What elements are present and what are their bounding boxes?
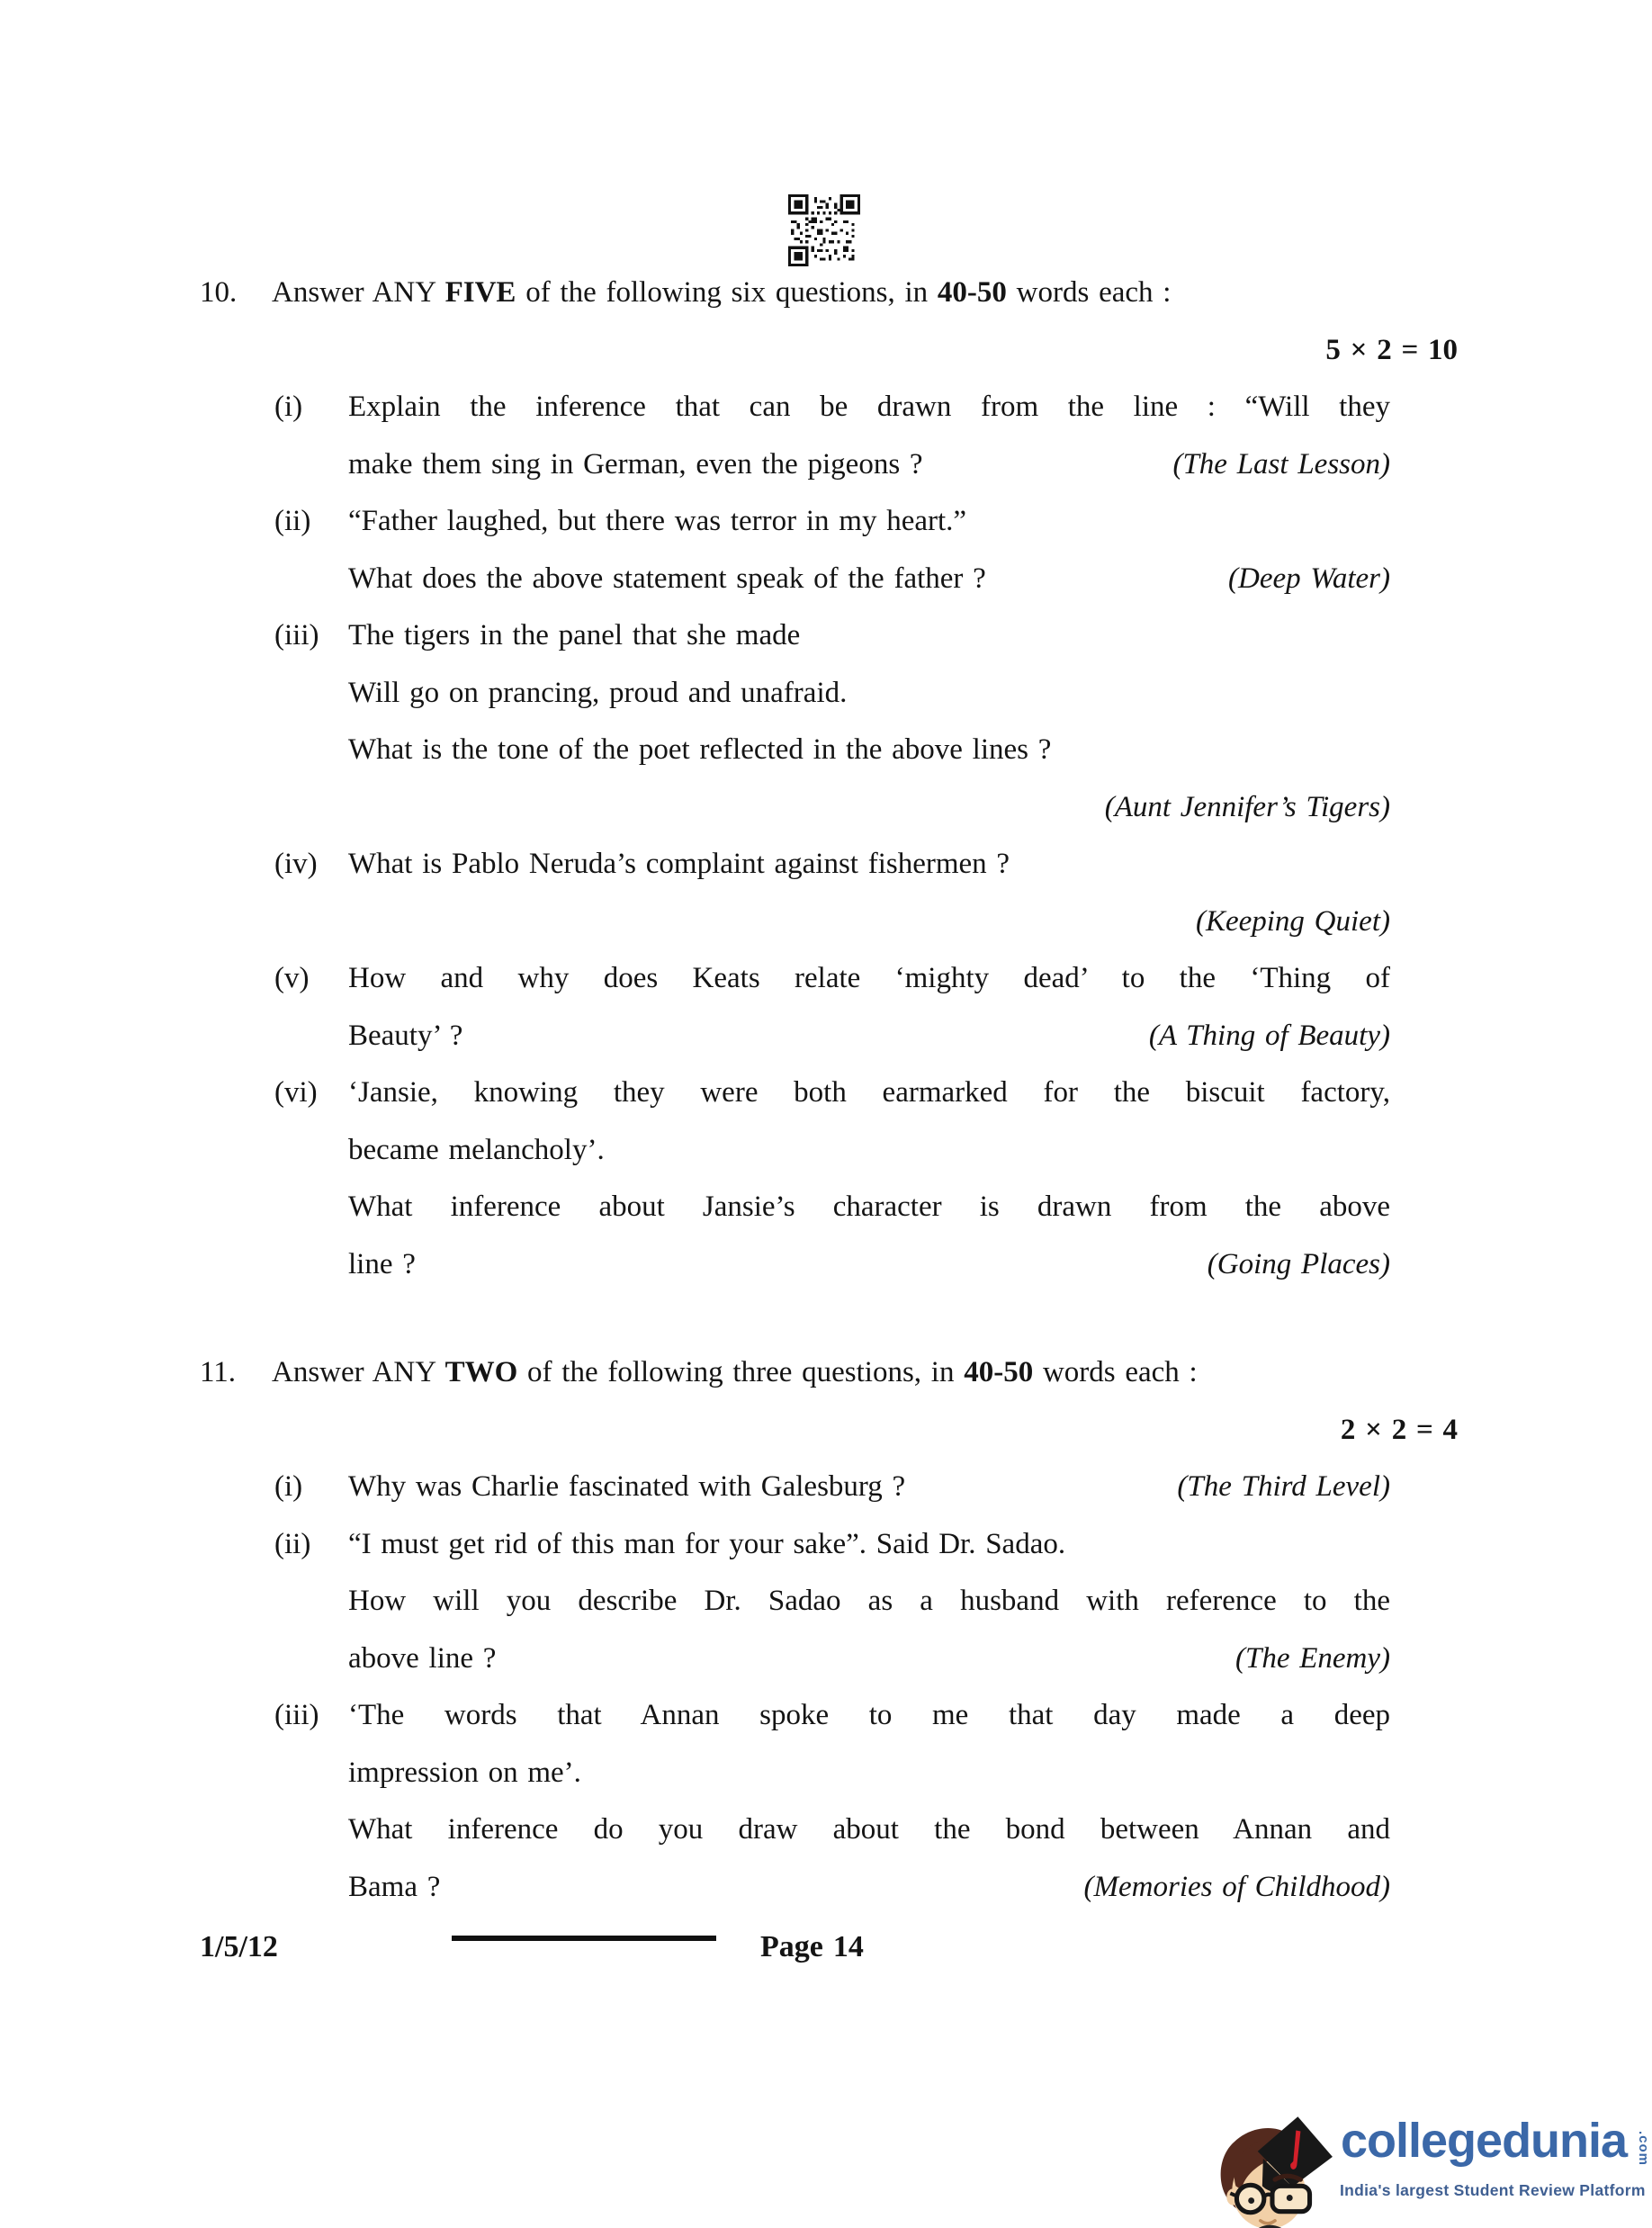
- question-line: [200, 1573, 1458, 1631]
- sub-question-label: (ii): [274, 505, 311, 537]
- chapter-title: (Aunt Jennifer’s Tigers): [1104, 790, 1390, 823]
- question-10-header-text: Answer ANY FIVE of the following six questions, in 40-50 words each :: [272, 276, 1172, 309]
- sub-question-text: What is the tone of the poet reflected in the above lines ?: [348, 733, 1052, 766]
- sub-question-text: How and why does Keats relate ‘mighty dead’ to the ‘Thing of: [348, 962, 1390, 994]
- sub-question-label: (i): [274, 1470, 303, 1503]
- sub-question-text: Bama ?: [348, 1870, 441, 1903]
- question-line: [200, 1745, 1458, 1802]
- collegedunia-mascot-icon: [1210, 2102, 1338, 2228]
- question-line: [200, 1236, 1458, 1294]
- sub-question-text: “I must get rid of this man for your sake”. Said Dr. Sadao.: [348, 1527, 1066, 1560]
- sub-question-label: (i): [274, 391, 303, 423]
- question-line: [200, 894, 1458, 951]
- question-line: [200, 779, 1458, 837]
- sub-question-text: ‘The words that Annan spoke to me that day made a deep: [348, 1699, 1390, 1731]
- sub-question-label: (ii): [274, 1527, 311, 1560]
- question-line: [200, 551, 1458, 608]
- question-11-number: 11.: [200, 1356, 237, 1388]
- sub-question-text: What is Pablo Neruda’s complaint against fishermen ?: [348, 848, 1010, 880]
- sub-question-text: How will you describe Dr. Sadao as a husband with reference to the: [348, 1585, 1390, 1617]
- question-line: [200, 493, 1458, 551]
- chapter-title: (The Third Level): [1177, 1470, 1390, 1503]
- question-line: [200, 1859, 1458, 1917]
- sub-question-text: above line ?: [348, 1641, 497, 1675]
- question-content: [200, 265, 1458, 1916]
- question-line: [200, 1008, 1458, 1065]
- sub-question-label: (vi): [274, 1076, 318, 1109]
- question-line: [200, 1516, 1458, 1574]
- chapter-title: (Memories of Childhood): [1083, 1870, 1390, 1903]
- paper-code: 1/5/12: [200, 1930, 278, 1963]
- question-11-marks: 2 × 2 = 4: [1340, 1413, 1458, 1446]
- question-line: [200, 436, 1458, 494]
- sub-question-text: became melancholy’.: [348, 1133, 605, 1166]
- question-10-header: [200, 265, 1458, 322]
- question-line: [200, 1631, 1458, 1688]
- section-gap: [200, 1293, 1458, 1344]
- chapter-title: (The Enemy): [1235, 1641, 1390, 1675]
- sub-question-label: (iii): [274, 1699, 319, 1731]
- sub-question-text: “Father laughed, but there was terror in my heart.”: [348, 505, 967, 537]
- question-line: [200, 722, 1458, 779]
- question-line: [200, 379, 1458, 436]
- sub-question-text: Why was Charlie fascinated with Galesburg ?: [348, 1470, 906, 1503]
- collegedunia-domain-suffix: .com: [1636, 2131, 1651, 2167]
- question-11-header: [200, 1344, 1458, 1402]
- question-line: [200, 1687, 1458, 1745]
- sub-question-text: What does the above statement speak of the father ?: [348, 561, 986, 595]
- question-line: [200, 1801, 1458, 1859]
- chapter-title: (Keeping Quiet): [1195, 904, 1390, 938]
- sub-question-text: make them sing in German, even the pigeons ?: [348, 447, 923, 481]
- sub-question-label: (iii): [274, 619, 319, 651]
- question-line: [200, 1179, 1458, 1236]
- sub-question-text: impression on me’.: [348, 1756, 581, 1789]
- qr-code: [788, 193, 860, 268]
- question-line: [200, 665, 1458, 723]
- sub-question-label: (v): [274, 962, 310, 994]
- question-line: [200, 1122, 1458, 1180]
- chapter-title: (Going Places): [1207, 1247, 1390, 1280]
- question-10-number: 10.: [200, 276, 238, 309]
- chapter-title: (A Thing of Beauty): [1148, 1019, 1390, 1052]
- question-10-marks: 5 × 2 = 10: [1325, 333, 1458, 366]
- question-line: [200, 607, 1458, 665]
- sub-question-text: What inference do you draw about the bond between Annan and: [348, 1813, 1390, 1846]
- sub-question-text: Beauty’ ?: [348, 1019, 463, 1052]
- chapter-title: (Deep Water): [1228, 561, 1390, 595]
- question-11-header-text: Answer ANY TWO of the following three questions, in 40-50 words each :: [272, 1356, 1198, 1388]
- chapter-title: (The Last Lesson): [1172, 447, 1390, 481]
- sub-question-text: What inference about Jansie’s character is drawn from the above: [348, 1190, 1390, 1223]
- page-number: Page 14: [760, 1930, 864, 1963]
- footer-divider: [452, 1936, 716, 1941]
- sub-question-text: ‘Jansie, knowing they were both earmarked for the biscuit factory,: [348, 1076, 1390, 1109]
- sub-question-text: The tigers in the panel that she made: [348, 619, 801, 651]
- question-line: [200, 1459, 1458, 1516]
- sub-question-text: Will go on prancing, proud and unafraid.: [348, 676, 848, 709]
- sub-question-text: line ?: [348, 1247, 416, 1280]
- collegedunia-wordmark: collegedunia: [1341, 2114, 1628, 2168]
- question-line: [200, 836, 1458, 894]
- question-line: [200, 950, 1458, 1008]
- collegedunia-tagline: India's largest Student Review Platform: [1340, 2181, 1646, 2199]
- question-line: [200, 1065, 1458, 1122]
- sub-question-text: Explain the inference that can be drawn from the line : “Will they: [348, 391, 1390, 423]
- qr-code-graphic: [788, 193, 860, 268]
- sub-question-label: (iv): [274, 848, 318, 880]
